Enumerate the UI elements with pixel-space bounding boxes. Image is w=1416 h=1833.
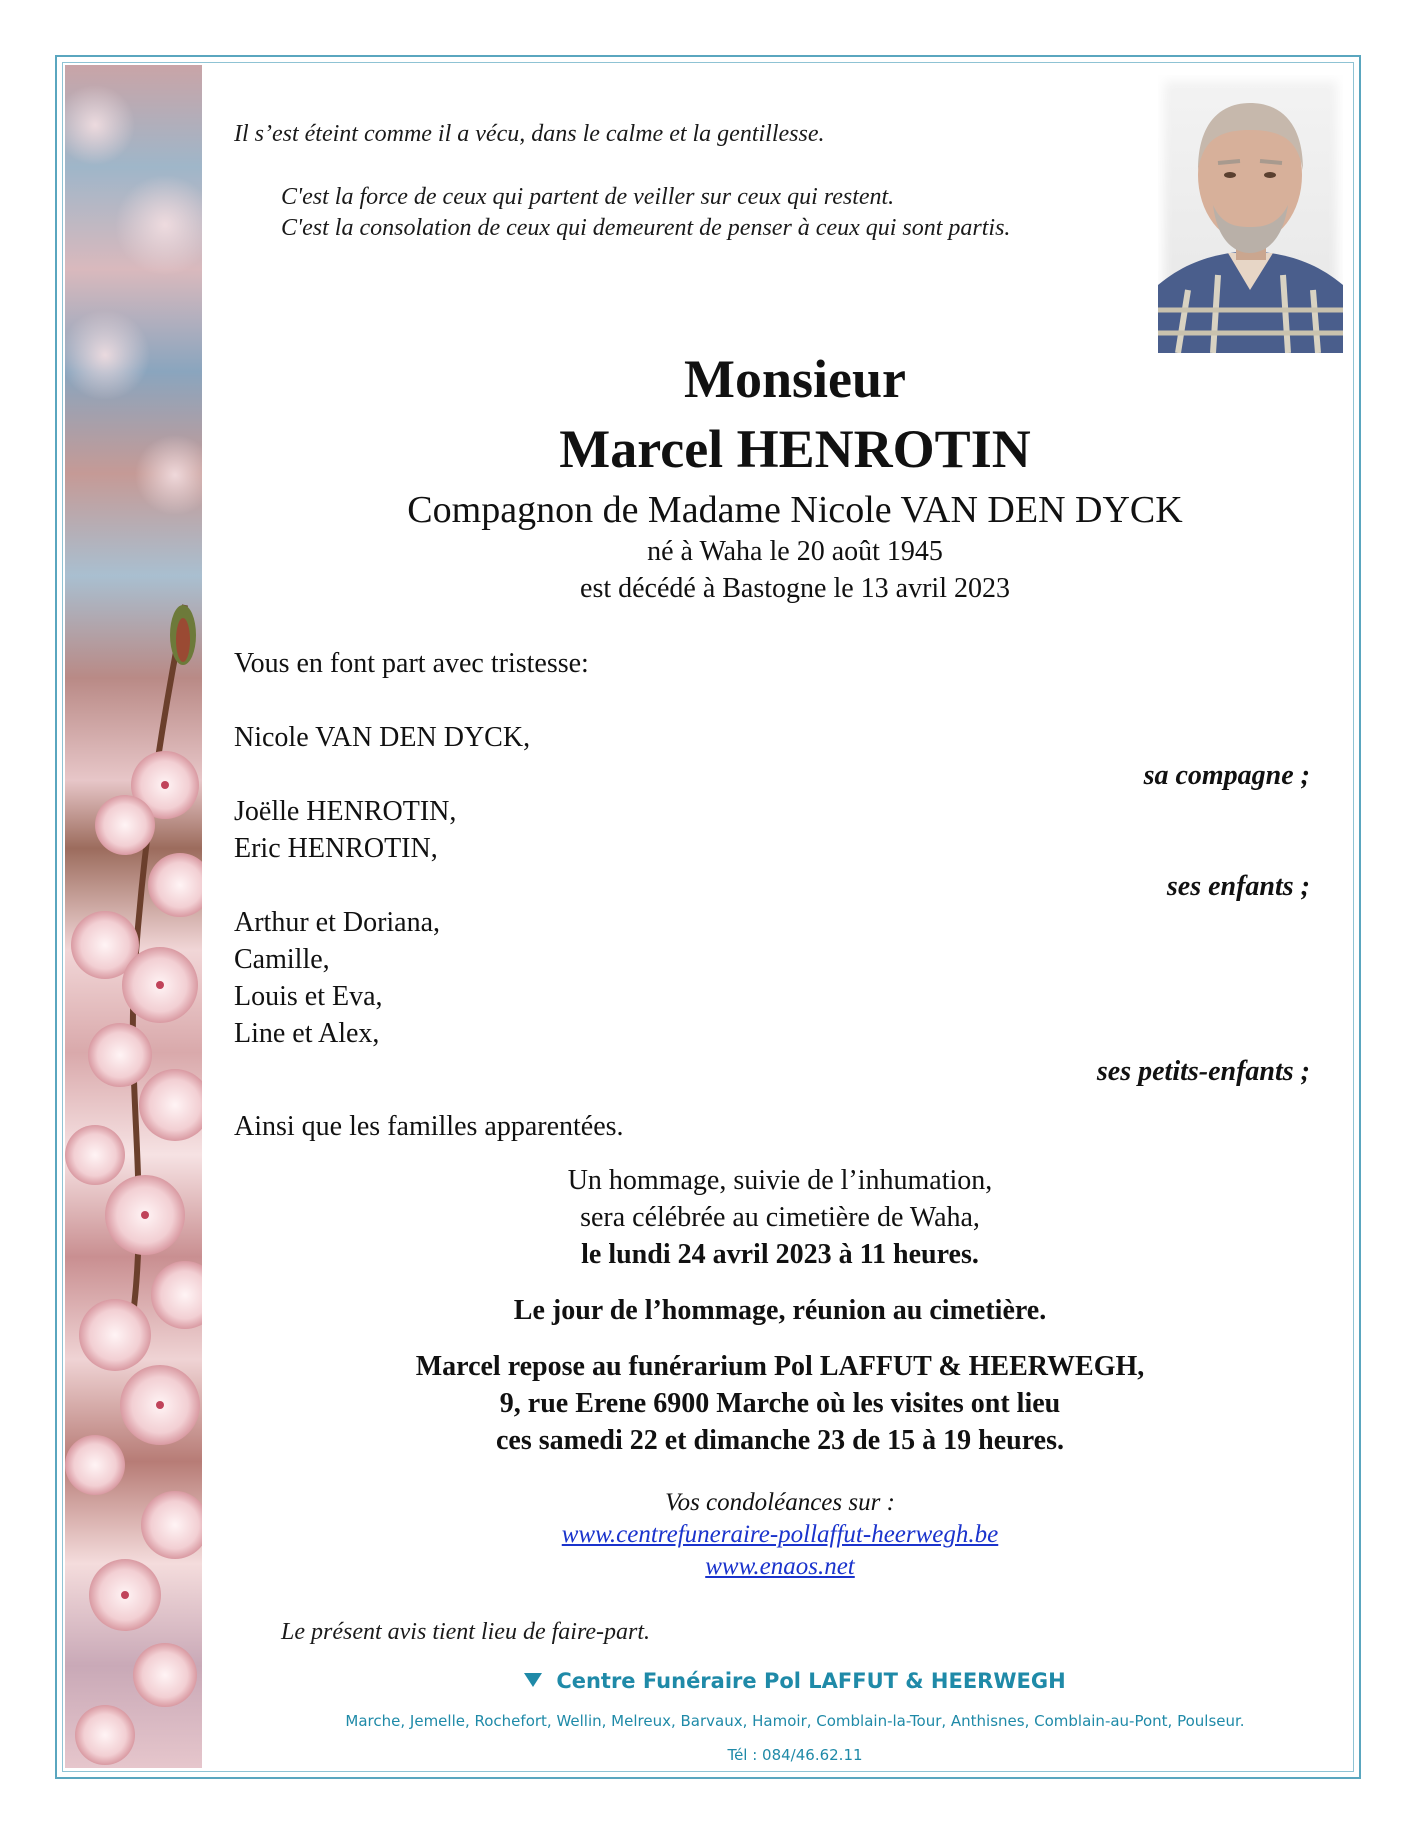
family-child-1: Joëlle HENROTIN, [234,796,457,827]
deceased-relation: Compagnon de Madame Nicole VAN DEN DYCK [407,489,1183,531]
cherry-blossom-decoration [65,65,202,1768]
role-grandchildren: ses petits-enfants ; [1096,1056,1310,1087]
ceremony-line-1: Un hommage, suivie de l’inhumation, [567,1165,993,1196]
family-grandchild-3: Louis et Eva, [234,981,383,1012]
deceased-name: Marcel HENROTIN [559,419,1031,479]
family-grandchild-2: Camille, [234,944,330,975]
funeral-center-name: Centre Funéraire Pol LAFFUT & HEERWEGH [556,1669,1066,1693]
epitaph-quote-1: Il s’est éteint comme il a vécu, dans le calme et la gentillesse. [234,121,825,147]
epitaph-quote-2: C'est la force de ceux qui partent de veiller sur ceux qui restent. [281,184,895,210]
role-children: ses enfants ; [1166,871,1310,902]
funeral-center-phone: Tél : 084/46.62.11 [727,1746,863,1764]
condolences-link-enaos[interactable]: www.enaos.net [705,1553,855,1580]
ceremony-meeting: Le jour de l’hommage, réunion au cimetière. [513,1295,1047,1326]
funeral-center-locations: Marche, Jemelle, Rochefort, Wellin, Melreux, Barvaux, Hamoir, Comblain-la-Tour, Anthisnes, Comblain-au-Pont, Poulseur. [345,1712,1245,1730]
family-grandchild-4: Line et Alex, [234,1018,380,1049]
condolences-label: Vos condoléances sur : [665,1489,895,1516]
family-child-2: Eric HENROTIN, [234,833,438,864]
visits-line-1: Marcel repose au funérarium Pol LAFFUT & HEERWEGH, [415,1351,1145,1382]
portrait-photo [1158,75,1343,353]
family-grandchild-1: Arthur et Doriana, [234,907,441,938]
ceremony-line-2: sera célébrée au cimetière de Waha, [580,1202,980,1233]
death-info: est décédé à Bastogne le 13 avril 2023 [580,573,1010,604]
birth-info: né à Waha le 20 août 1945 [647,536,943,567]
condolences-link-funeral-center[interactable]: www.centrefuneraire-pollaffut-heerwegh.be [561,1521,999,1548]
deceased-honorific: Monsieur [684,349,906,409]
funeral-center-brand [200,1669,1390,1693]
family-others: Ainsi que les familles apparentées. [234,1111,624,1142]
epitaph-quote-3: C'est la consolation de ceux qui demeurent de penser à ceux qui sont partis. [281,215,1011,241]
triangle-down-icon [524,1673,542,1687]
family-partner: Nicole VAN DEN DYCK, [234,722,531,753]
role-partner: sa compagne ; [1143,760,1310,791]
visits-line-3: ces samedi 22 et dimanche 23 de 15 à 19 heures. [496,1425,1064,1456]
announcement-text: Vous en font part avec tristesse: [234,648,589,679]
ceremony-date: le lundi 24 avril 2023 à 11 heures. [581,1239,979,1270]
notice-text: Le présent avis tient lieu de faire-part. [281,1619,651,1645]
visits-line-2: 9, rue Erene 6900 Marche où les visites ont lieu [499,1388,1061,1419]
